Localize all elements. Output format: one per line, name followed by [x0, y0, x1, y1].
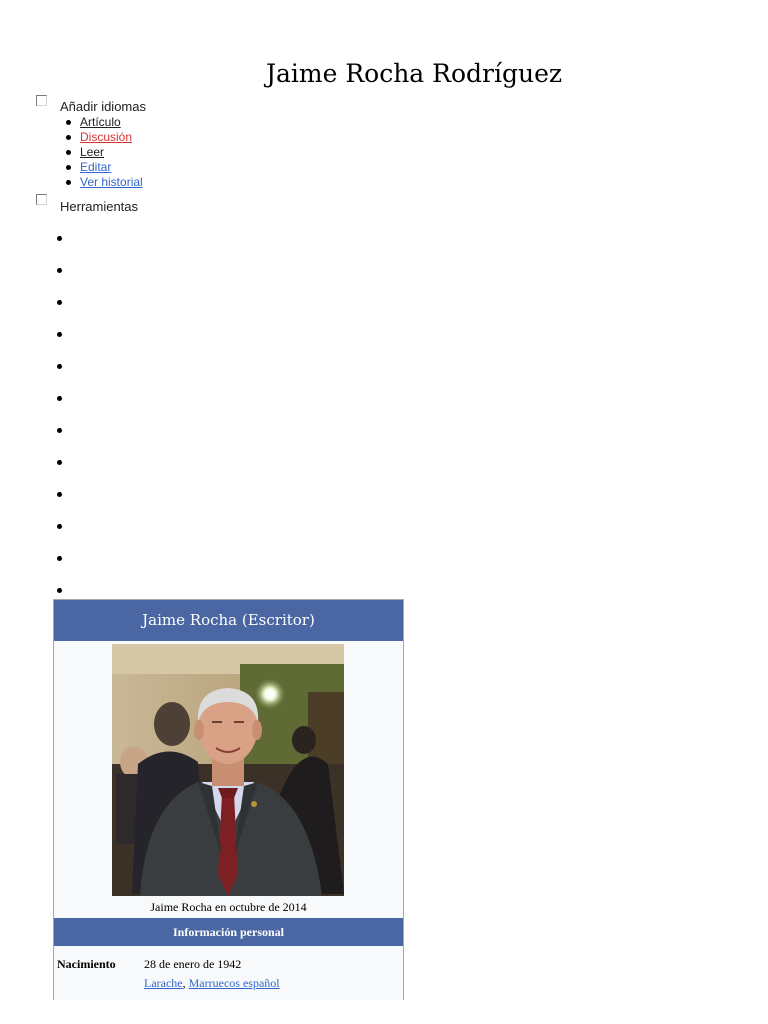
bullet-icon: [57, 268, 62, 273]
birth-place-link[interactable]: Larache: [144, 976, 183, 990]
bullet-icon: [57, 524, 62, 529]
bullet-icon: [57, 588, 62, 593]
bullet-icon: [57, 460, 62, 465]
birth-place-separator: ,: [182, 976, 189, 990]
birth-place-line: [144, 974, 280, 993]
birth-country-link[interactable]: Marruecos español: [188, 976, 280, 990]
bullet-icon: [57, 428, 62, 433]
tools-menu-label[interactable]: Herramientas: [60, 199, 139, 214]
view-tab-edit: [80, 160, 143, 175]
view-link-edit[interactable]: Editar: [80, 160, 112, 174]
view-tab-talk: [80, 130, 143, 145]
tools-checkbox[interactable]: [36, 194, 47, 205]
view-tab-read: [80, 145, 143, 160]
birth-label: Nacimiento: [57, 957, 116, 971]
bullet-icon: [57, 556, 62, 561]
bullet-icon: [57, 300, 62, 305]
portrait-photo[interactable]: [112, 644, 344, 896]
languages-menu-label[interactable]: Añadir idiomas: [60, 99, 146, 114]
languages-checkbox[interactable]: [36, 95, 47, 106]
view-link-read[interactable]: Leer: [80, 145, 105, 159]
infobox-section-header: Información personal: [54, 918, 403, 946]
view-link-article[interactable]: Artículo: [80, 115, 121, 129]
bullet-icon: [57, 396, 62, 401]
bullet-icon: [57, 236, 62, 241]
bullet-icon: [57, 364, 62, 369]
infobox: [53, 599, 404, 1000]
page-title: Jaime Rocha Rodríguez: [265, 59, 563, 88]
bullet-icon: [57, 332, 62, 337]
page-views-list: [80, 115, 143, 190]
view-link-history[interactable]: Ver historial: [80, 175, 143, 189]
bullet-icon: [57, 492, 62, 497]
birth-value: [144, 955, 280, 993]
view-tab-article: [80, 115, 143, 130]
infobox-title: Jaime Rocha (Escritor): [54, 600, 403, 641]
infobox-caption: Jaime Rocha en octubre de 2014: [150, 900, 307, 914]
view-link-talk[interactable]: Discusión: [80, 130, 133, 144]
birth-date: 28 de enero de 1942: [144, 957, 242, 971]
view-tab-history: [80, 175, 143, 190]
